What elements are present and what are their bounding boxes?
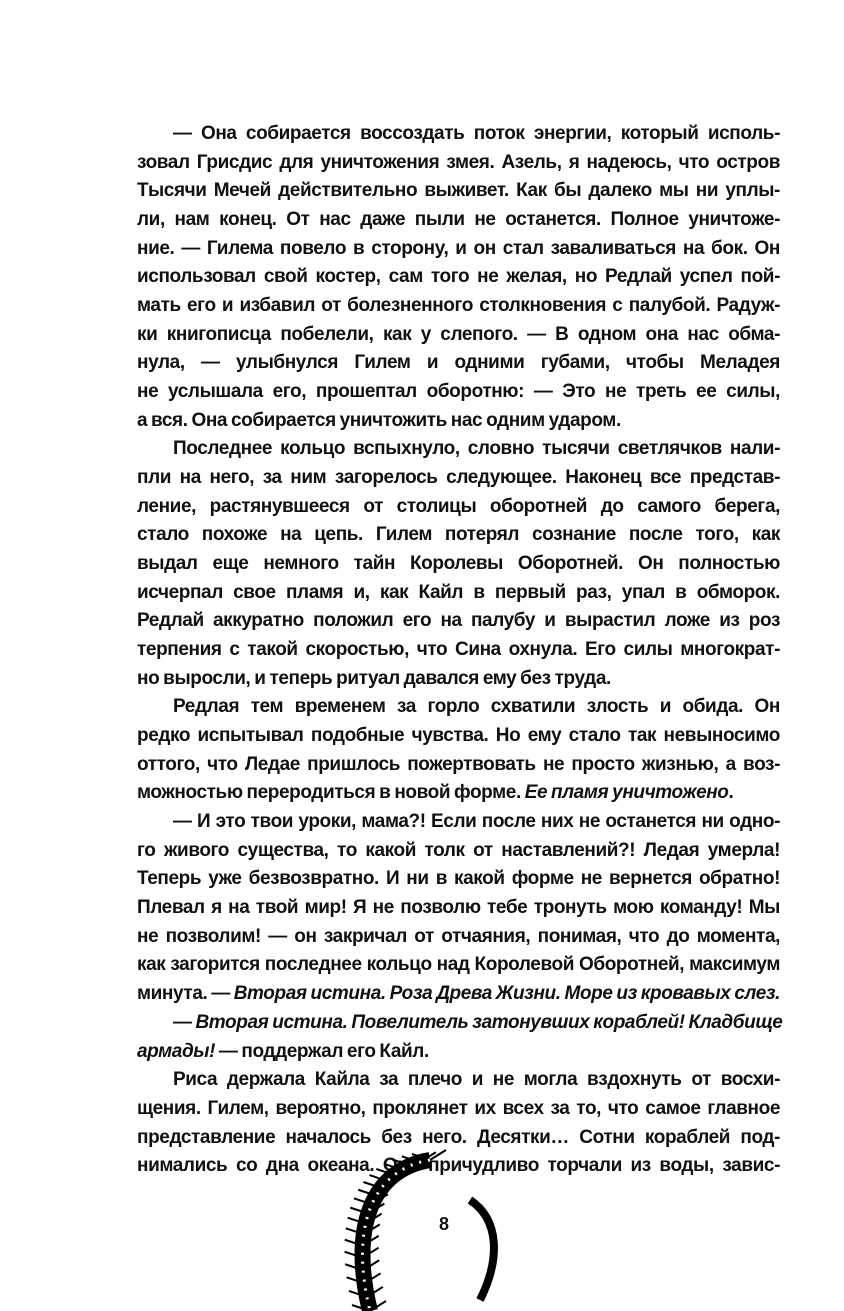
italic-text: Вторая истина. Роза Древа Жизни. Море из кровавых слез.	[233, 983, 781, 1005]
text-line	[137, 722, 780, 751]
text-segment: можностью переродиться в новой форме.	[137, 782, 525, 804]
text-segment: ли, нам конец. От нас даже пыли не останется. Полное уничтоже-	[137, 209, 780, 231]
text-segment: нула, — улыбнулся Гилем и одними губами, чтобы Меладея	[137, 352, 780, 374]
page-number: 8	[436, 1214, 452, 1235]
text-line	[137, 751, 780, 780]
text-segment: Плевал я на твой мир! Я не позволю тебе тронуть мою команду! Мы	[137, 897, 780, 919]
centipede-ornament-icon	[330, 1140, 530, 1311]
text-line	[137, 235, 780, 264]
text-line	[137, 349, 780, 378]
text-line	[137, 206, 780, 235]
text-line	[137, 607, 780, 636]
text-segment: ние. — Гилема повело в сторону, и он стал заваливаться на бок. Он	[137, 237, 780, 259]
text-line	[137, 435, 780, 464]
text-line	[137, 779, 780, 808]
italic-text: Ее пламя уничтожено	[524, 782, 729, 804]
text-line	[137, 808, 780, 837]
text-line	[137, 894, 780, 923]
text-line	[137, 1066, 780, 1095]
text-line	[137, 493, 780, 522]
text-line	[137, 665, 780, 694]
italic-text: Вторая истина. Повелитель затонувших кораблей! Кладбище	[195, 1011, 783, 1033]
text-segment: мать его и избавил от болезненного столкновения с палубой. Радуж-	[137, 295, 780, 317]
text-segment: — Она собирается воссоздать поток энергии, который исполь-	[173, 123, 780, 144]
text-segment: представление началось без него. Десятки… Сотни кораблей под-	[137, 1126, 780, 1148]
text-line	[137, 120, 780, 149]
text-segment: зовал Грисдис для уничтожения змея. Азель, я надеюсь, что остров	[137, 151, 780, 173]
text-segment: го живого существа, то какой толк от наставлений?! Ледая умерла!	[137, 839, 780, 861]
text-segment: —	[173, 1011, 196, 1033]
text-segment: исчерпал свое пламя и, как Кайл в первый раз, упал в обморок.	[137, 581, 780, 603]
text-segment: выдал еще немного тайн Королевы Оборотней. Он полностью	[137, 553, 780, 575]
text-line	[137, 636, 780, 665]
text-segment: использовал свой костер, сам того не желая, но Редлай успел пой-	[137, 266, 780, 288]
text-segment: терпения с такой скоростью, что Сина охнула. Его силы многократ-	[137, 639, 780, 661]
text-segment: не услышала его, прошептал оборотню: — Это не треть ее силы,	[137, 381, 780, 403]
text-segment: ки книгописца побелели, как у слепого. — В одном она нас обма-	[137, 323, 780, 345]
text-line	[137, 1038, 780, 1067]
text-line	[137, 177, 780, 206]
italic-text: армады!	[137, 1040, 216, 1062]
text-segment: а вся. Она собирается уничтожить нас одним ударом.	[137, 409, 621, 431]
text-line	[137, 579, 780, 608]
page-body-text	[137, 120, 783, 1181]
text-segment: .	[728, 782, 734, 804]
text-segment: Тысячи Мечей действительно выживет. Как бы далеко мы ни уплы-	[137, 180, 780, 202]
text-line	[137, 464, 780, 493]
text-segment: но выросли, и теперь ритуал давался ему без труда.	[137, 667, 611, 689]
text-segment: щения. Гилем, вероятно, проклянет их всех за то, что самое главное	[137, 1097, 780, 1119]
text-segment: оттого, что Ледае пришлось пожертвовать не просто жизнью, а воз-	[137, 753, 780, 775]
text-segment: Редлай аккуратно положил его на палубу и вырастил ложе из роз	[137, 610, 780, 632]
text-line	[137, 292, 780, 321]
text-segment: нимались со дна океана. Они причудливо торчали из воды, завис-	[137, 1155, 780, 1177]
text-segment: пли на него, за ним загорелось следующее. Наконец все представ-	[137, 467, 780, 489]
text-segment: Теперь уже безвозвратно. И ни в какой форме не вернется обратно!	[137, 868, 780, 890]
text-segment: редко испытывал подобные чувства. Но ему стало так невыносимо	[137, 725, 780, 747]
text-line	[137, 407, 780, 436]
text-line	[137, 321, 780, 350]
text-line	[137, 837, 780, 866]
text-line	[137, 149, 780, 178]
text-segment: Редлая тем временем за горло схватили злость и обида. Он	[173, 696, 780, 718]
text-line	[137, 951, 780, 980]
text-segment: стало похоже на цепь. Гилем потерял сознание после того, как	[137, 524, 780, 546]
text-line	[137, 923, 780, 952]
text-line	[137, 865, 780, 894]
text-segment: Риса держала Кайла за плечо и не могла вздохнуть от восхи-	[173, 1069, 780, 1091]
text-line	[137, 521, 780, 550]
text-segment: не позволим! — он закричал от отчаяния, понимая, что до момента,	[137, 925, 780, 947]
text-line	[137, 1009, 783, 1038]
text-line	[137, 980, 780, 1009]
text-line	[137, 550, 780, 579]
text-line	[137, 263, 780, 292]
text-segment: ление, растянувшееся от столицы оборотней до самого берега,	[137, 495, 780, 517]
text-segment: Последнее кольцо вспыхнуло, словно тысячи светлячков нали-	[173, 438, 780, 460]
text-segment: — поддержал его Кайл.	[215, 1040, 429, 1062]
text-segment: как загорится последнее кольцо над Королевой Оборотней, максимум	[137, 954, 780, 976]
text-line	[137, 693, 780, 722]
text-line	[137, 1095, 780, 1124]
text-segment: минута. —	[137, 983, 234, 1005]
text-line	[137, 378, 780, 407]
text-segment: — И это твои уроки, мама?! Если после них не останется ни одно-	[173, 811, 780, 833]
